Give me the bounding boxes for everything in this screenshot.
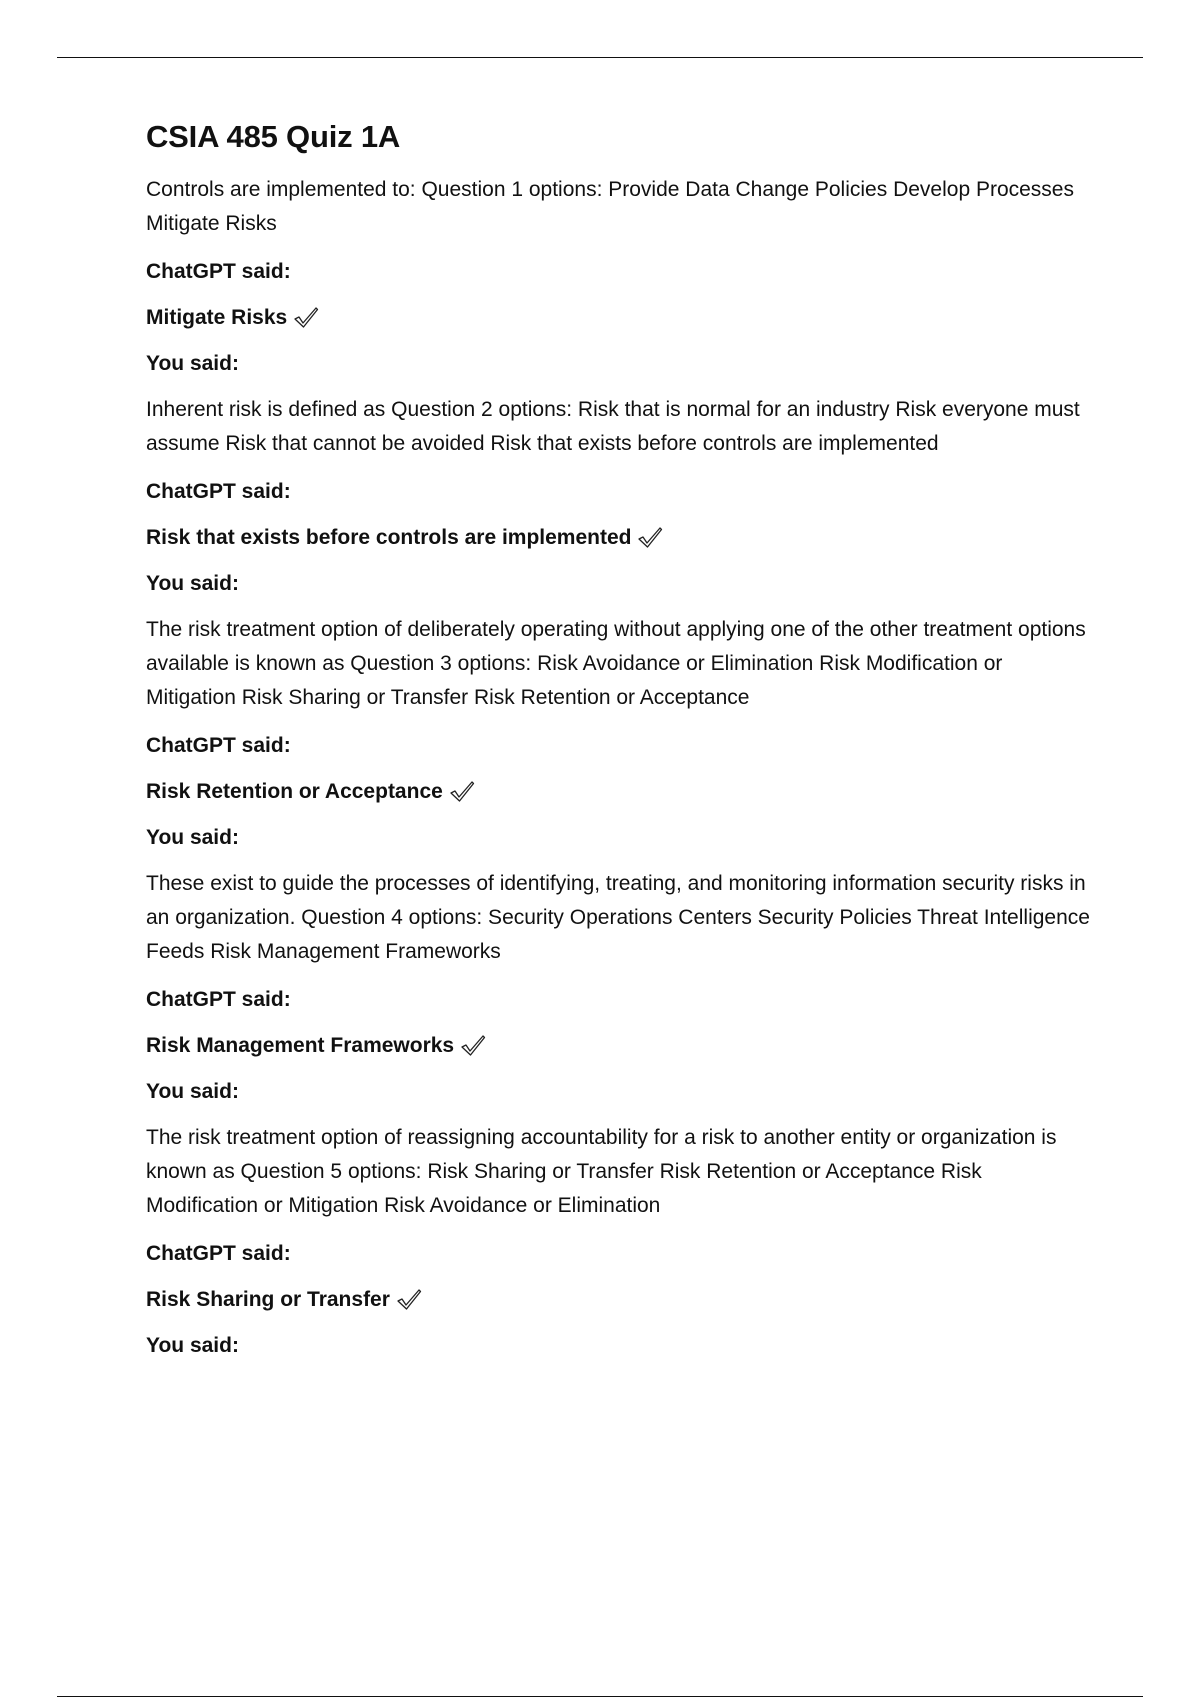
document-body bbox=[146, 118, 1092, 1375]
header-rule bbox=[57, 57, 1143, 58]
assistant-label: ChatGPT said: bbox=[146, 480, 291, 504]
user-label: You said: bbox=[146, 1080, 239, 1104]
qa-entry-4 bbox=[146, 867, 1092, 1109]
check-mark-icon bbox=[460, 1034, 486, 1058]
document-title: CSIA 485 Quiz 1A bbox=[146, 119, 401, 154]
footer-rule bbox=[57, 1696, 1143, 1697]
answer-text: Risk Management Frameworks bbox=[146, 1034, 455, 1058]
question-text: These exist to guide the processes of identifying, treating, and monitoring information security risks in an organization. Question 4 options: Security Operations Centers Security Policies Threat Intelligence Feeds Risk Management Frameworks bbox=[146, 872, 1090, 964]
check-mark-icon bbox=[396, 1288, 422, 1312]
check-mark-icon bbox=[449, 780, 475, 804]
user-label: You said: bbox=[146, 572, 239, 596]
qa-entry-3 bbox=[146, 613, 1092, 855]
question-text: The risk treatment option of reassigning accountability for a risk to another entity or organization is known as Question 5 options: Risk Sharing or Transfer Risk Retention or Acceptance Risk Modification or Mitigation Risk Avoidance or Elimination bbox=[146, 1126, 1057, 1218]
answer bbox=[146, 521, 1092, 555]
user-label: You said: bbox=[146, 826, 239, 850]
answer bbox=[146, 301, 1092, 335]
user-label: You said: bbox=[146, 1334, 239, 1358]
assistant-label: ChatGPT said: bbox=[146, 260, 291, 284]
qa-entry-2 bbox=[146, 393, 1092, 601]
answer bbox=[146, 775, 1092, 809]
user-label: You said: bbox=[146, 352, 239, 376]
check-mark-icon bbox=[293, 306, 319, 330]
qa-entry-5 bbox=[146, 1121, 1092, 1363]
question-text: Controls are implemented to: Question 1 options: Provide Data Change Policies Develop Processes Mitigate Risks bbox=[146, 178, 1074, 236]
answer-text: Risk Sharing or Transfer bbox=[146, 1288, 390, 1312]
question-text: The risk treatment option of deliberately operating without applying one of the other treatment options available is known as Question 3 options: Risk Avoidance or Elimination Risk Modification or Mitigation Risk Sharing or Transfer Risk Retention or Acceptance bbox=[146, 618, 1086, 710]
check-mark-icon bbox=[637, 526, 663, 550]
answer-text: Risk Retention or Acceptance bbox=[146, 780, 443, 804]
assistant-label: ChatGPT said: bbox=[146, 734, 291, 758]
assistant-label: ChatGPT said: bbox=[146, 1242, 291, 1266]
question-text: Inherent risk is defined as Question 2 options: Risk that is normal for an industry Risk everyone must assume Risk that cannot be avoided Risk that exists before controls are implemented bbox=[146, 398, 1080, 456]
qa-entry-1 bbox=[146, 173, 1092, 381]
assistant-label: ChatGPT said: bbox=[146, 988, 291, 1012]
answer-text: Mitigate Risks bbox=[146, 306, 288, 330]
answer-text: Risk that exists before controls are implemented bbox=[146, 526, 632, 550]
answer bbox=[146, 1029, 1092, 1063]
answer bbox=[146, 1283, 1092, 1317]
